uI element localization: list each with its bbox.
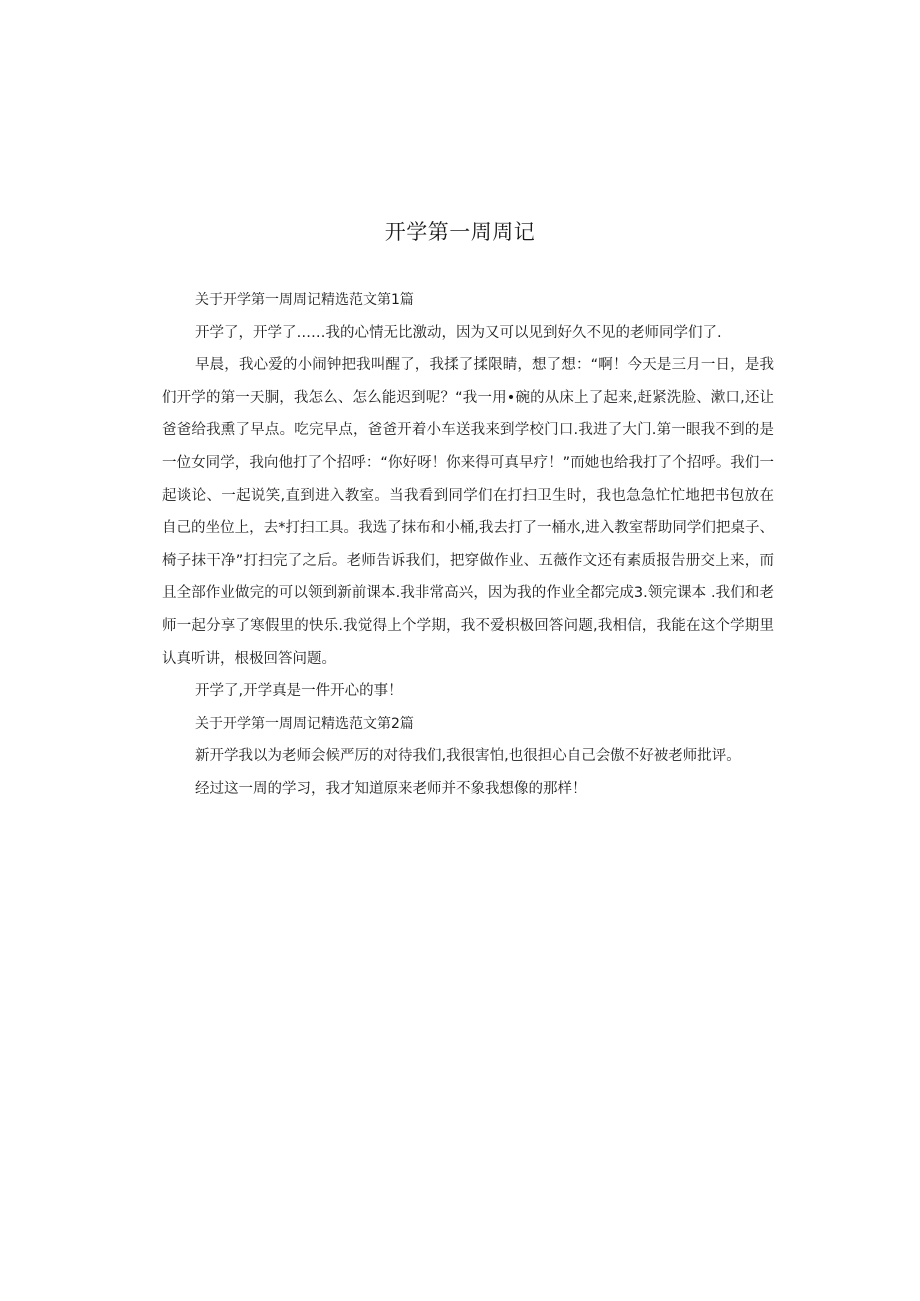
paragraph-conclusion: 开学了,开学真是一件开心的事！ <box>195 683 403 700</box>
section-heading-1: 关于开学第一周周记精选范文第1篇 <box>195 292 414 308</box>
paragraph-morning: 早晨，我心爱的小闹钟把我叫醒了，我揉了揉限睛，想了想：“啊！今天是三月一日，是我们开学的第一天胴，我怎么、怎么能迟到呢？“我一用•碗的从床上了起来,赶紧洗脸、漱口,还让爸爸给我熏了早点。吃完早点，爸爸开着小车送我来到学校门口.我进了大门.第一眼我不到的是一位女同学，我向他打了个招呼：“你好呀！你来得可真早疗！”而她也给我打了个招呼。我们一起谈论、一起说笑,直到进入教室。当我看到同学们在打扫卫生时，我也急急忙忙地把书包放在自己的坐位上，去*打扫工具。我选了抹布和小桶,我去打了一桶水,进入教室帮助同学们把桌子、椅子抹干净”打扫完了之后。老师告诉我们，把穿做作业、五薇作文还有素质报告册交上来，而且全部作业做完的可以领到新前课本.我非常高兴，因为我的作业全都完成3.领完课本 .我们和老师一起分享了寒假里的快乐.我觉得上个学期，我不爱枳极回答问题,我相信，我能在这个学期里认真听讲，根极回答问题。 <box>162 357 774 667</box>
section-heading-2: 关于开学第一周周记精选范文第2篇 <box>195 715 414 732</box>
paragraph-realization: 经过这一周的学习，我才知道原来老师并不象我想像的那样！ <box>195 780 587 797</box>
paragraph-worry: 新开学我以为老师会候严厉的对待我们,我很害怕,也很担心自己会傲不好被老师批评。 <box>195 748 741 765</box>
document-title: 开学第一周周记 <box>384 220 536 244</box>
paragraph-intro: 开学了，开学了……我的心情无比激动，因为又可以见到好久不见的老师同学们了. <box>195 324 722 341</box>
document-body <box>162 284 774 806</box>
